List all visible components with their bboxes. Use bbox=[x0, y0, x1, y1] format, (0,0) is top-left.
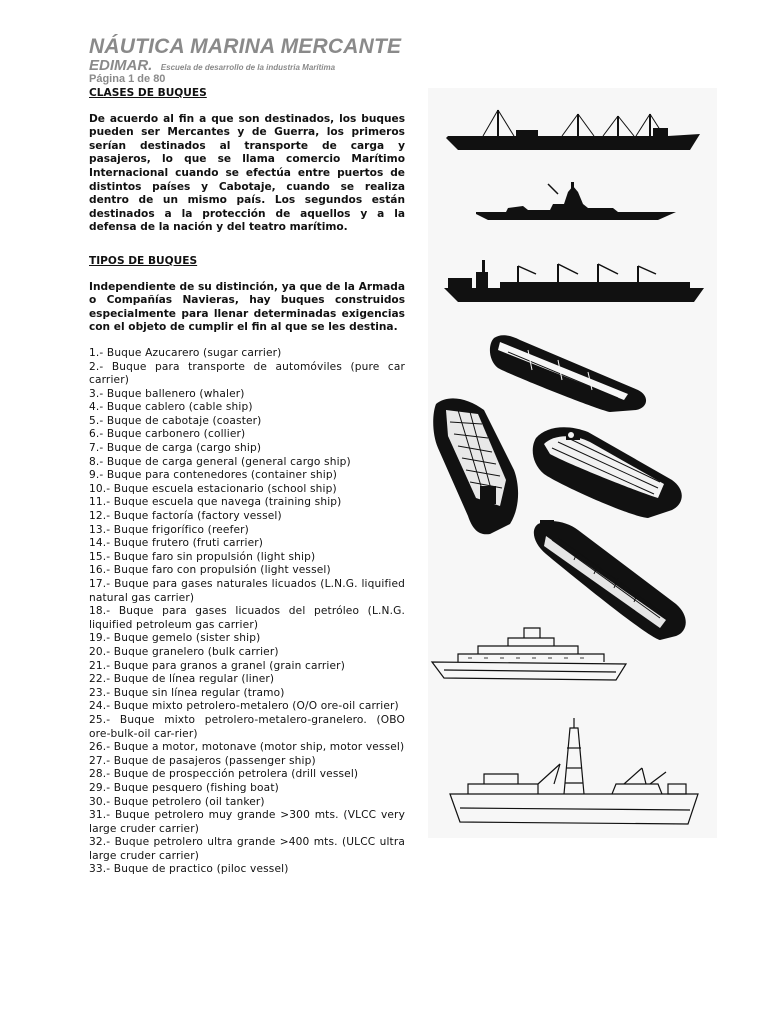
section-heading-tipos: TIPOS DE BUQUES bbox=[89, 254, 198, 267]
list-item: 7.- Buque de carga (cargo ship) bbox=[89, 442, 262, 455]
list-item: 4.- Buque cablero (cable ship) bbox=[89, 401, 253, 414]
list-item: 15.- Buque faro sin propulsión (light ship) bbox=[89, 550, 316, 563]
list-item: 11.- Buque escuela que navega (training ship) bbox=[89, 496, 342, 509]
list-item: 12.- Buque factoría (factory vessel) bbox=[89, 510, 282, 523]
freighter-silhouette bbox=[444, 260, 704, 302]
list-item: 33.- Buque de practico (piloc vessel) bbox=[89, 863, 289, 876]
list-item: 21.- Buque para granos a granel (grain carrier) bbox=[89, 659, 345, 672]
passenger-ship-drawing bbox=[533, 427, 682, 518]
ship-types-list bbox=[89, 347, 405, 877]
list-item: 5.- Buque de cabotaje (coaster) bbox=[89, 414, 262, 427]
section-paragraph-tipos: Independiente de su distinción, ya que de la Armada o Compañías Navieras, hay buques construidos especialmente para llenar determinadas exigencias con el objeto de cumplir el fin al que se les destina. bbox=[89, 280, 405, 334]
warship-silhouette bbox=[476, 182, 676, 220]
list-item: 9.- Buque para contenedores (container ship) bbox=[89, 469, 338, 482]
section-heading-clases: CLASES DE BUQUES bbox=[89, 87, 207, 99]
list-item: 3.- Buque ballenero (whaler) bbox=[89, 387, 245, 400]
list-item: 17.- Buque para gases naturales licuados (L.N.G. liquified natural gas carrier) bbox=[89, 578, 405, 604]
list-item: 23.- Buque sin línea regular (tramo) bbox=[89, 686, 285, 699]
section-paragraph-clases: De acuerdo al fin a que son destinados, los buques pueden ser Mercantes y de Guerra, los primeros serían destinados al transporte de carga y pasajeros, lo que se llama comercio Marítimo Internacional cuando se efectúa entre puertos de distintos países y Cabotaje, cuando se realiza dentro de un mismo país. Los segundos están destinados a la protección de aquellos y a la defensa de la nación y del teatro marítimo. bbox=[89, 112, 405, 234]
list-item: 6.- Buque carbonero (collier) bbox=[89, 428, 246, 441]
list-item: 16.- Buque faro con propulsión (light vessel) bbox=[89, 564, 331, 577]
list-item: 10.- Buque escuela estacionario (school ship) bbox=[89, 482, 337, 495]
list-item: 29.- Buque pesquero (fishing boat) bbox=[89, 781, 279, 794]
text-column bbox=[89, 87, 405, 877]
list-item: 30.- Buque petrolero (oil tanker) bbox=[89, 795, 265, 808]
list-item: 19.- Buque gemelo (sister ship) bbox=[89, 632, 261, 645]
document-title: NÁUTICA MARINA MERCANTE bbox=[89, 35, 402, 58]
list-item: 20.- Buque granelero (bulk carrier) bbox=[89, 645, 279, 658]
list-item: 13.- Buque frigorífico (reefer) bbox=[89, 523, 249, 536]
list-item: 31.- Buque petrolero muy grande >300 mts. (VLCC very large cruder carrier) bbox=[89, 809, 405, 835]
brand-tagline: Escuela de desarrollo de la industria Marítima bbox=[160, 63, 336, 72]
list-item: 1.- Buque Azucarero (sugar carrier) bbox=[89, 346, 282, 359]
cargo-ship-silhouette bbox=[446, 110, 700, 150]
car-carrier-drawing bbox=[490, 335, 646, 412]
page-number: Página 1 de 80 bbox=[89, 73, 166, 85]
drill-vessel-drawing bbox=[450, 718, 698, 824]
ship-illustrations bbox=[428, 88, 717, 838]
list-item: 28.- Buque de prospección petrolera (drill vessel) bbox=[89, 768, 359, 781]
ship-illustrations-svg bbox=[428, 88, 717, 838]
list-item: 2.- Buque para transporte de automóviles (pure car carrier) bbox=[89, 360, 405, 387]
list-item: 26.- Buque a motor, motonave (motor ship, motor vessel) bbox=[89, 741, 405, 754]
ferry-drawing bbox=[432, 628, 626, 680]
list-item: 22.- Buque de línea regular (liner) bbox=[89, 673, 275, 686]
list-item: 8.- Buque de carga general (general cargo ship) bbox=[89, 455, 351, 468]
list-item: 14.- Buque frutero (fruti carrier) bbox=[89, 537, 264, 550]
list-item: 27.- Buque de pasajeros (passenger ship) bbox=[89, 754, 316, 767]
container-ship-drawing bbox=[433, 398, 518, 534]
list-item: 25.- Buque mixto petrolero-metalero-granelero. (OBO ore-bulk-oil car-rier) bbox=[89, 713, 405, 740]
list-item: 32.- Buque petrolero ultra grande >400 mts. (ULCC ultra large cruder carrier) bbox=[89, 836, 405, 862]
list-item: 24.- Buque mixto petrolero-metalero (O/O ore-oil carrier) bbox=[89, 700, 399, 713]
tanker-drawing bbox=[534, 520, 686, 640]
list-item: 18.- Buque para gases licuados del petróleo (L.N.G. liquified petroleum gas carrier) bbox=[89, 605, 405, 631]
brand-name: EDIMAR. bbox=[89, 57, 153, 74]
